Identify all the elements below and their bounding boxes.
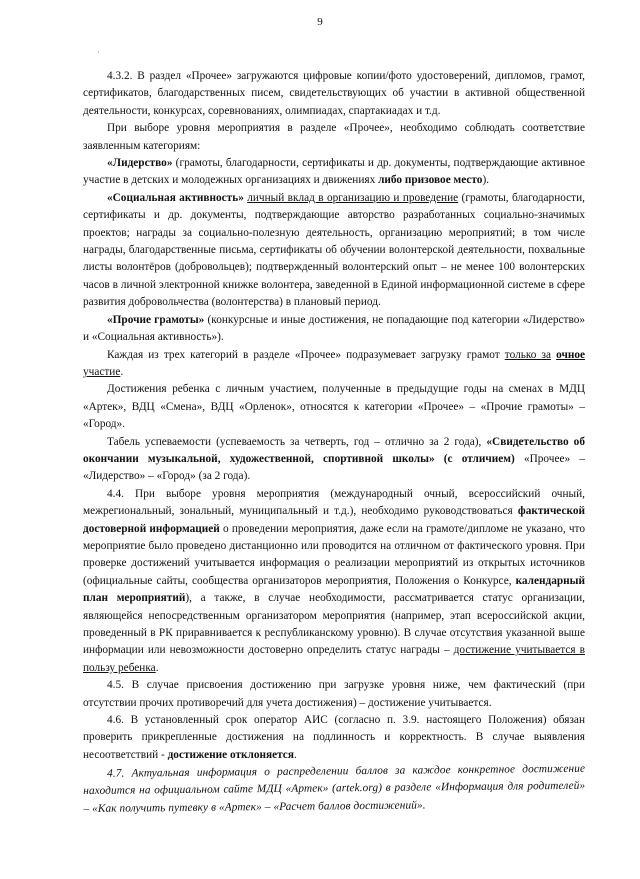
category-social-activity: «Социальная активность» (107, 191, 244, 204)
paragraph-leadership: «Лидерство» (грамоты, благодарности, сертификаты и др. документы, подтверждающие активное участие в детских и молодежных организациях и движениях либо призовое место). (83, 157, 585, 187)
paragraph-level-choice: При выборе уровня мероприятия в разделе «Прочее», необходимо соблюдать соответствие заявленным категориям: (83, 122, 585, 152)
category-other-certificates: «Прочие грамоты» (107, 313, 205, 326)
scan-mark: · (97, 48, 100, 57)
paragraph-4-6: 4.6. В установленный срок оператор АИС (согласно п. 3.9. настоящего Положения) обязан проверить прикрепленные достижения на подлинность и корректность. В случае выявления несоответствий - достижение отклоняется. (83, 714, 585, 761)
page-number: 9 (317, 16, 323, 28)
paragraph-camp-achievements: Достижения ребенка с личным участием, полученные в предыдущие годы на сменах в МДЦ «Артек», ВДЦ «Смена», ВДЦ «Орленок», относятся к категории «Прочее» – «Прочие грамоты» – «Город». (83, 383, 585, 431)
paragraph-other-certificates: «Прочие грамоты» (конкурсные и иные достижения, не попадающие под категории «Лидерство» и «Социальная активность»). (83, 313, 585, 344)
document-body (83, 68, 585, 818)
paragraph-report-card: Табель успеваемости (успеваемость за четверть, год – отлично за 2 года), «Свидетельство об окончании музыкальной, художественной, спортивной школы» (с отличием) «Прочее» – «Лидерство» – «Город» (за 2 года). (83, 435, 586, 483)
paragraph-4-5: 4.5. В случае присвоения достижению при загрузке уровня ниже, чем фактический (при отсутствии прочих противоречий для учета достижения) – достижение учитывается. (83, 679, 585, 709)
paragraph-4-7: 4.7. Актуальная информация о распределении баллов за каждое конкретное достижение находится на официальном сайте МДЦ «Артек» (artek.org) в разделе «Информация для родителей» – «Как получить путевку в «Артек» – «Расчет баллов достижений». (83, 762, 586, 816)
paragraph-4-4: 4.4. При выборе уровня мероприятия (международный очный, всероссийский очный, межрегиональный, зональный, муниципальный и т.д.), необходимо руководствоваться фактической достоверной информацией о проведении мероприятия, даже если на грамоте/дипломе не указано, что мероприятие было проведено дистанционно или проводится на отличном от фактического уровня. При проверке достижений учитывается информация о реализации мероприятий из открытых источников (официальные сайты, сообщества организаторов мероприятия, Положения о Конкурсе, календарный план мероприятий), а также, в случае необходимости, рассматривается статус организации, являющейся непосредственным организатором мероприятия (например, этап всероссийской акции, проведенный в РК приравнивается к республиканскому уровню). В случае отсутствия указанной выше информации или невозможности достоверно определить статус награды – достижение учитывается в пользу ребенка. (83, 487, 585, 674)
category-leadership: «Лидерство» (107, 157, 173, 170)
paragraph-4-3-2: 4.3.2. В раздел «Прочее» загружаются цифровые копии/фото удостоверений, дипломов, грамот, сертификатов, благодарственных писем, свидетельствующих об участии в активной общественной деятельности, конкурсах, соревнованиях, олимпиадах, спартакиадах и т.д. (83, 70, 585, 117)
paragraph-social-activity: «Социальная активность» личный вклад в организацию и проведение (грамоты, благодарности, сертификаты и др. документы, подтверждающие авторство разработанных социально-значимых проектов; награды за социально-полезную деятельность, организацию мероприятий; в том числе награды, благодарственные письма, сертификаты об обучении волонтерской деятельности, похвальные листы волонтёров (добровольцев); подтвержденный волонтерский опыт – не менее 100 волонтерских часов в личной электронной книжке волонтера, заведенной в Единой информационной системе в сфере развития добровольчества (волонтерства) в плановый период. (83, 191, 585, 309)
paragraph-each-category: Каждая из трех категорий в разделе «Прочее» подразумевает загрузку грамот только за очное участие. (83, 348, 585, 378)
